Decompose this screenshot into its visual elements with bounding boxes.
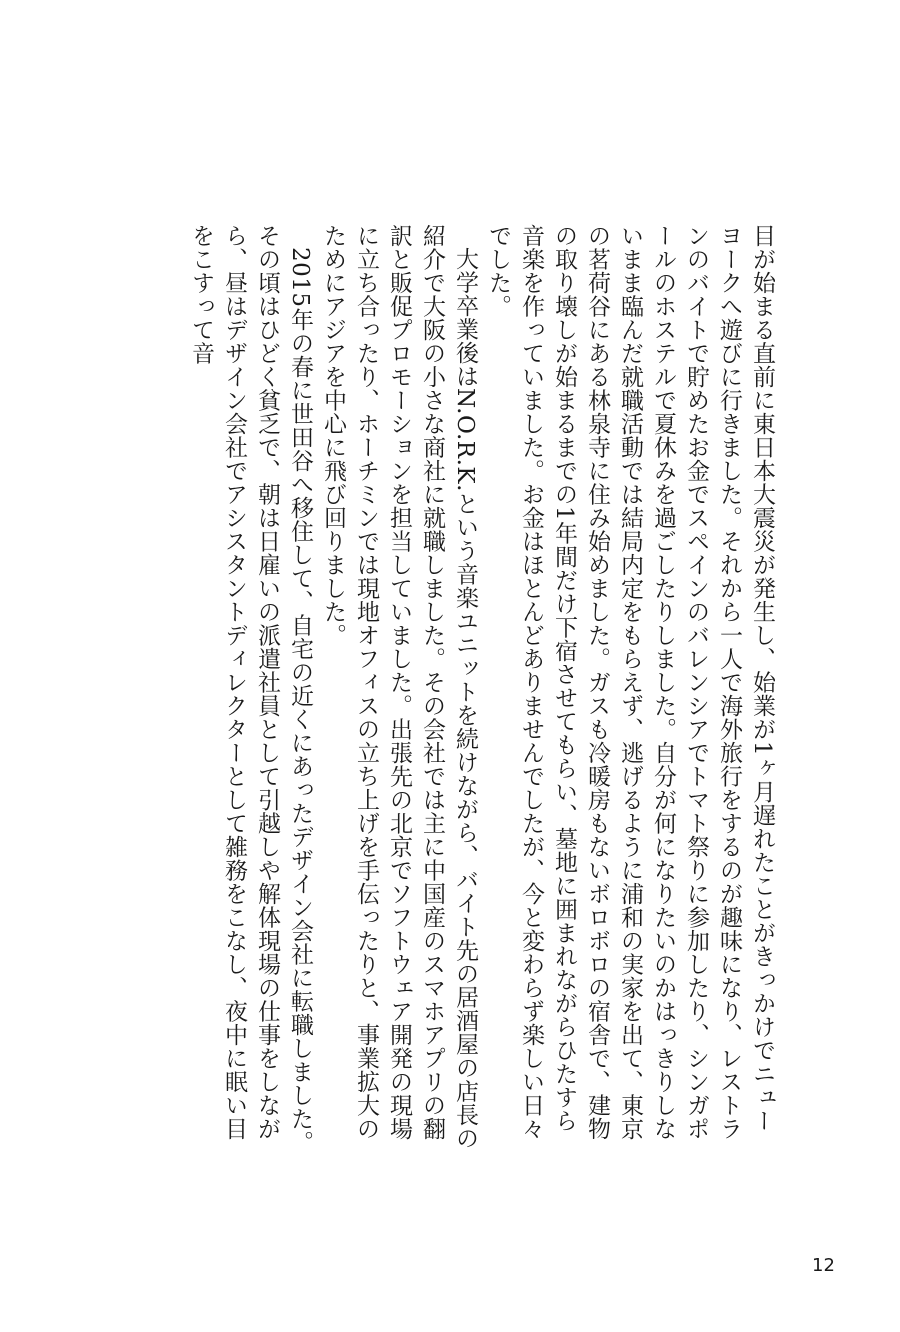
- vertical-text-body: [118, 224, 778, 1154]
- paragraph-1: 目が始まる直前に東日本大震災が発生し、始業が1ヶ月遅れたことがきっかけでニューヨークへ遊びに行きました。それから一人で海外旅行をするのが趣味になり、レストランのバイトで貯めたお金でスペインのバレンシアでトマト祭りに参加したり、シンガポールのホステルで夏休みを過ごしたりしました。自分が何になりたいのかはっきりしないまま臨んだ就職活動では結局内定をもらえず、逃げるように浦和の実家を出て、東京の茗荷谷にある林泉寺に住み始めました。ガスも冷暖房もないボロボロの宿舎で、建物の取り壊しが始まるまでの1年間だけ下宿させてもらい、墓地に囲まれながらひたすら音楽を作っていました。お金はほとんどありませんでしたが、今と変わらず楽しい日々でした。: [485, 224, 775, 1141]
- paragraph-2: 大学卒業後はN.O.R.K.という音楽ユニットを続けながら、バイト先の居酒屋の店長の紹介で大阪の小さな商社に就職しました。その会社では主に中国産のスマホアプリの翻訳と販促プロモーションを担当していました。出張先の北京でソフトウェア開発の現場に立ち合ったり、ホーチミンでは現地オフィスの立ち上げを手伝ったりと、事業拡大のためにアジアを中心に飛び回りました。: [320, 224, 478, 1150]
- page-number: 12: [812, 1255, 835, 1276]
- paragraph-3: 2015年の春に世田谷へ移住して、自宅の近くにあったデザイン会社に転職しました。その頃はひどく貧乏で、朝は日雇いの派遣社員として引越しや解体現場の仕事をしながら、昼はデザイン会社でアシスタントディレクターとして雑務をこなし、夜中に眠い目をこすって音: [188, 224, 313, 1154]
